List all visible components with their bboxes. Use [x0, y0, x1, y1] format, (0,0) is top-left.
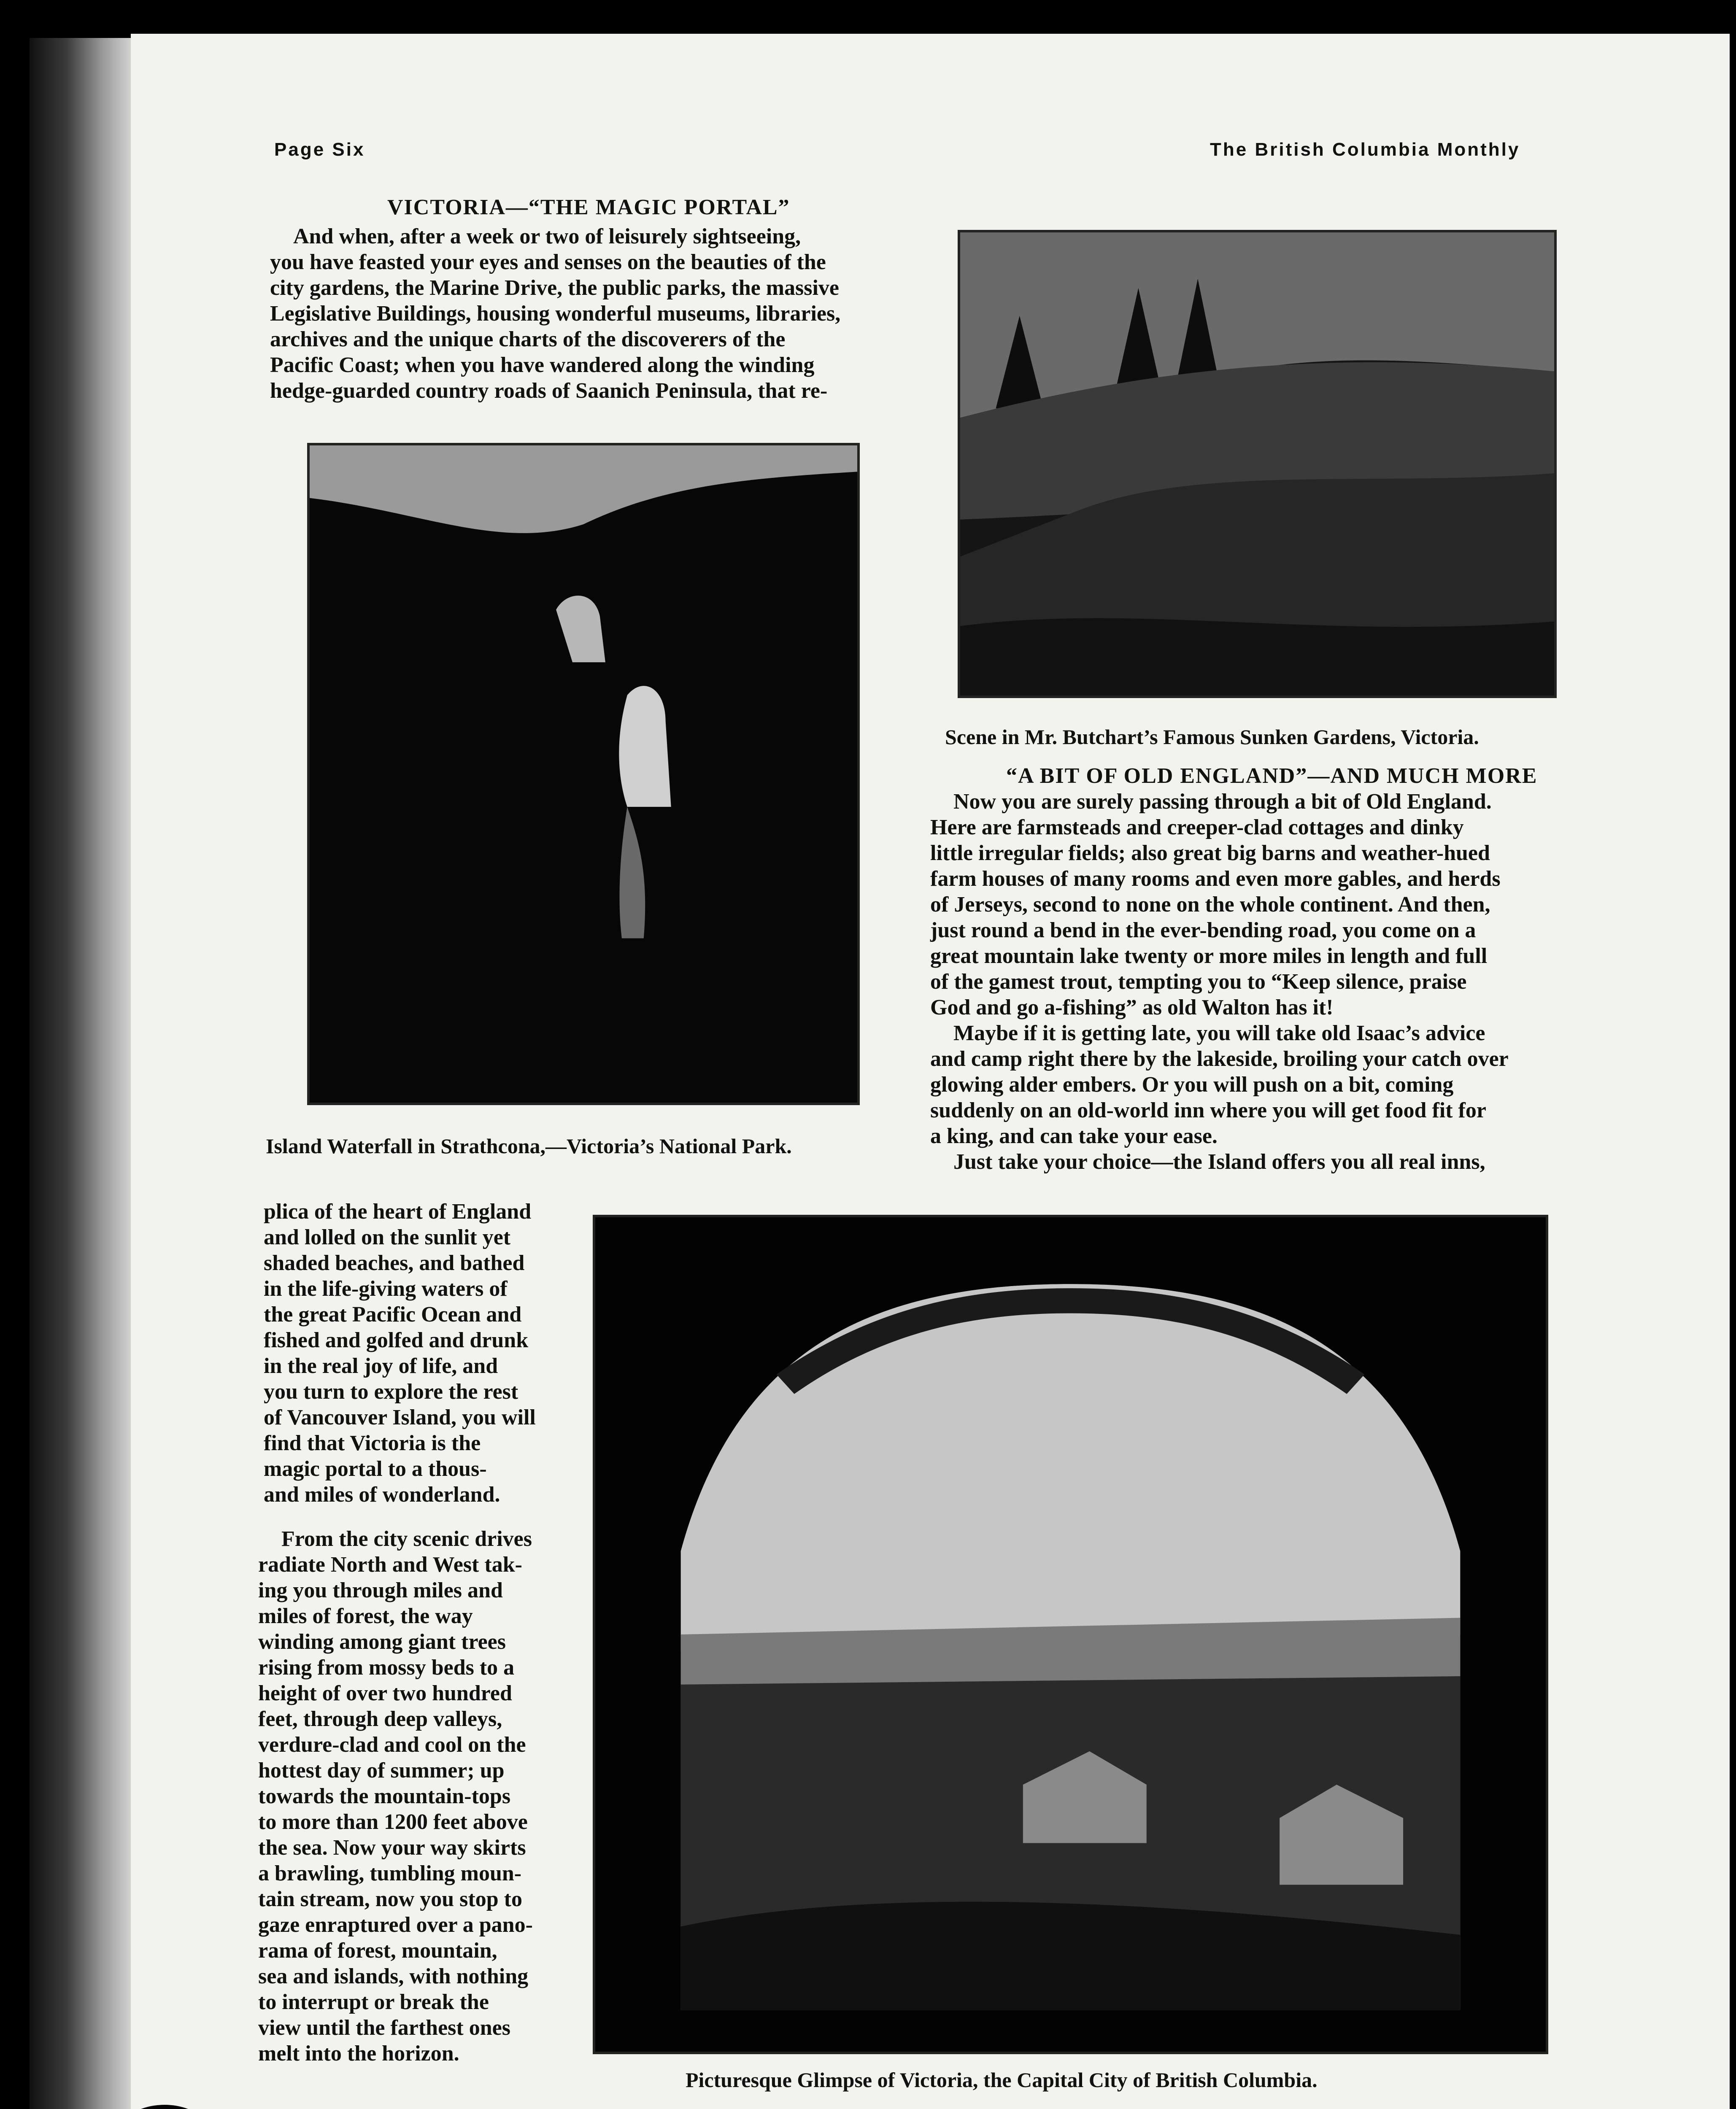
text-line: From the city scenic drives	[281, 1527, 532, 1551]
text-line: you turn to explore the rest	[264, 1380, 518, 1404]
text-line: city gardens, the Marine Drive, the public parks, the massive	[270, 276, 840, 300]
text-line: a king, and can take your ease.	[930, 1124, 1218, 1148]
text-line: Here are farmsteads and creeper-clad cottages and dinky	[930, 815, 1464, 839]
text-line: little irregular fields; also great big barns and weather-hued	[930, 841, 1490, 865]
continuation-paragraph	[264, 1199, 567, 1508]
magazine-title-header: The British Columbia Monthly	[1210, 139, 1520, 160]
text-line: miles of forest, the way	[258, 1604, 473, 1628]
text-line: suddenly on an old-world inn where you will get food fit for	[930, 1098, 1486, 1122]
text-line: and camp right there by the lakeside, broiling your catch over	[930, 1047, 1509, 1071]
text-line: you have feasted your eyes and senses on the beauties of the	[270, 250, 826, 274]
old-england-paragraph	[930, 789, 1576, 1175]
text-line: and miles of wonderland.	[264, 1483, 500, 1507]
text-line: to more than 1200 feet above	[258, 1810, 528, 1834]
text-line: a brawling, tumbling moun-	[258, 1861, 522, 1885]
text-line: And when, after a week or two of leisurely sightseeing,	[293, 224, 801, 248]
text-line: of the gamest trout, tempting you to “Keep silence, praise	[930, 970, 1467, 994]
text-line: shaded beaches, and bathed	[264, 1251, 525, 1275]
intro-paragraph	[270, 224, 911, 404]
text-line: Now you are surely passing through a bit of Old England.	[953, 790, 1492, 814]
text-line: winding among giant trees	[258, 1630, 506, 1654]
text-line: Just take your choice—the Island offers you all real inns,	[953, 1150, 1485, 1174]
text-line: to interrupt or break the	[258, 1990, 489, 2014]
text-line: in the life-giving waters of	[264, 1277, 508, 1301]
victoria-photo	[593, 1215, 1548, 2054]
text-line: verdure-clad and cool on the	[258, 1733, 526, 1757]
text-line: feet, through deep valleys,	[258, 1707, 502, 1731]
text-line: Maybe if it is getting late, you will take old Isaac’s advice	[953, 1021, 1485, 1045]
text-line: of Vancouver Island, you will	[264, 1405, 536, 1429]
text-line: view until the farthest ones	[258, 2016, 510, 2040]
text-line: just round a bend in the ever-bending road, you come on a	[930, 918, 1476, 942]
text-line: tain stream, now you stop to	[258, 1887, 522, 1911]
text-line: archives and the unique charts of the discoverers of the	[270, 327, 786, 351]
text-line: God and go a-fishing” as old Walton has it!	[930, 995, 1334, 1019]
text-line: great mountain lake twenty or more miles in length and full	[930, 944, 1488, 968]
article-title: VICTORIA—“THE MAGIC PORTAL”	[387, 195, 790, 219]
waterfall-caption: Island Waterfall in Strathcona,—Victoria’s National Park.	[266, 1134, 792, 1158]
text-line: gaze enraptured over a pano-	[258, 1913, 533, 1937]
text-line: height of over two hundred	[258, 1681, 512, 1705]
text-line: find that Victoria is the	[264, 1431, 481, 1455]
text-line: melt into the horizon.	[258, 2042, 459, 2066]
butchart-gardens-photo	[958, 230, 1557, 698]
text-line: farm houses of many rooms and even more gables, and herds	[930, 867, 1501, 891]
text-line: and lolled on the sunlit yet	[264, 1225, 511, 1249]
text-line: ing you through miles and	[258, 1578, 503, 1602]
victoria-caption: Picturesque Glimpse of Victoria, the Capital City of British Columbia.	[686, 2068, 1318, 2092]
text-line: the great Pacific Ocean and	[264, 1303, 522, 1327]
text-line: towards the mountain-tops	[258, 1784, 511, 1808]
text-line: rising from mossy beds to a	[258, 1656, 515, 1680]
text-line: Pacific Coast; when you have wandered along the winding	[270, 353, 815, 377]
text-line: hottest day of summer; up	[258, 1758, 505, 1783]
text-line: the sea. Now your way skirts	[258, 1836, 526, 1860]
text-line: rama of forest, mountain,	[258, 1939, 497, 1963]
text-line: glowing alder embers. Or you will push on a bit, coming	[930, 1073, 1454, 1097]
section-title-old-england: “A BIT OF OLD ENGLAND”—AND MUCH MORE	[1006, 764, 1538, 788]
text-line: in the real joy of life, and	[264, 1354, 498, 1378]
text-line: of Jerseys, second to none on the whole continent. And then,	[930, 893, 1490, 917]
text-line: hedge-guarded country roads of Saanich Peninsula, that re-	[270, 379, 828, 403]
text-line: sea and islands, with nothing	[258, 1964, 529, 1988]
text-line: radiate North and West tak-	[258, 1553, 522, 1577]
page-number-header: Page Six	[274, 139, 365, 160]
text-line: fished and golfed and drunk	[264, 1328, 529, 1352]
gardens-caption: Scene in Mr. Butchart’s Famous Sunken Gardens, Victoria.	[945, 725, 1479, 749]
waterfall-photo	[307, 443, 860, 1105]
text-line: plica of the heart of England	[264, 1200, 532, 1224]
text-line: magic portal to a thous-	[264, 1457, 487, 1481]
scenic-drives-paragraph	[258, 1526, 566, 2066]
text-line: Legislative Buildings, housing wonderful museums, libraries,	[270, 302, 841, 326]
